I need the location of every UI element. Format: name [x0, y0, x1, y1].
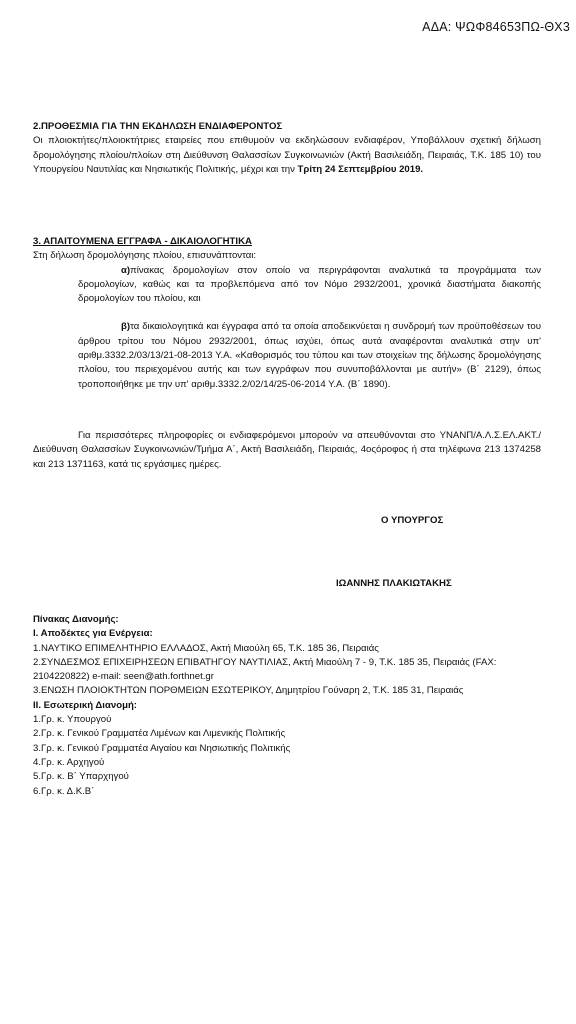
- internal-distribution-item: 5.Γρ. κ. Β΄ Υπαρχηγού: [33, 771, 129, 783]
- section2-paragraph: [33, 134, 541, 177]
- item-b-text: τα δικαιολογητικά και έγγραφα από τα οποία αποδεικνύεται η συνδρομή των προϋποθέσεων του άρθρου τρίτου του Νόμου 2932/2001, όπως ισχύει, όπως αυτά αναφέρονται αναλυτικά στην υπ' αριθμ.3332.2/03/13/21-08-2013 Υ.Α. «Καθορισμός του τύπου και των στοιχείων της δήλωσης δρομολόγησης πλοίου, του περιεχομένου αυτής και των εγγράφων που συνυποβάλλονται με αυτήν» (Β΄ 2129), όπως τροποποιήθηκε με την υπ' αριθμ.3332.2/02/14/25-06-2014 Υ.Α. (Β΄ 1890).: [78, 321, 541, 390]
- item-a-text: πίνακας δρομολογίων στον οποίο να περιγράφονται αναλυτικά τα προγράμματα των δρομολογίων, καθώς και τα προβλεπόμενα από τον Νόμο 2932/2001, χρονικά διαστήματα διακοπής δρομολογίων του πλοίου, και: [78, 264, 541, 305]
- section2-deadline: Τρίτη 24 Σεπτεμβρίου 2019.: [297, 163, 424, 175]
- internal-distribution-item: 1.Γρ. κ. Υπουργού: [33, 714, 112, 726]
- section-documents: [33, 235, 541, 392]
- section3-heading: 3. ΑΠΑΙΤΟΥΜΕΝΑ ΕΓΓΡΑΦΑ - ΔΙΚΑΙΟΛΟΓΗΤΙΚΑ: [33, 236, 252, 247]
- item-a-label: α): [121, 264, 131, 276]
- section3-intro: Στη δήλωση δρομολόγησης πλοίου, επισυνάπτονται:: [33, 250, 257, 262]
- item-b-label: β): [121, 321, 131, 333]
- info-paragraph: Για περισσότερες πληροφορίες οι ενδιαφερόμενοι μπορούν να απευθύνονται στο ΥΝΑΝΠ/Α.Λ.Σ.ΕΛ.ΑΚΤ./Διεύθυνση Θαλασσίων Συγκοινωνιών/Τμήμα Α΄, Ακτή Βασιλειάδη, Πειραιάς, 4οςόροφος ή στα τηλέφωνα 213 1374258 και 213 1371163, κατά τις εργάσιμες ημέρες.: [33, 430, 541, 470]
- section-info: [33, 429, 541, 472]
- internal-distribution-item: 2.Γρ. κ. Γενικού Γραμματέα Λιμένων και Λιμενικής Πολιτικής: [33, 728, 286, 740]
- distribution-list: [33, 613, 541, 799]
- section2-text: Οι πλοιοκτήτες/πλοιοκτήτριες εταιρείες που επιθυμούν να εκδηλώσουν ενδιαφέρον, Υποβάλλουν σχετική δήλωση δρομολόγησης πλοίου/πλοίων στη Διεύθυνση Θαλασσίων Συγκοινωνιών (Ακτή Βασιλειάδη, Πειραιάς, Τ.Κ. 185 10) του Υπουργείου Ναυτιλίας και Νησιωτικής Πολιτικής, μέχρι και την: [33, 135, 541, 175]
- section-deadline: [33, 120, 541, 177]
- action-recipient-item: 2.ΣΥΝΔΕΣΜΟΣ ΕΠΙΧΕΙΡΗΣΕΩΝ ΕΠΙΒΑΤΗΓΟΥ ΝΑΥΤΙΛΙΑΣ, Ακτή Μιαούλη 7 - 9, Τ.Κ. 185 35, Πειραιάς (FAX: 2104220822) e-mail: seen@ath.forthnet.gr: [33, 656, 497, 683]
- internal-distribution-item: 3.Γρ. κ. Γενικού Γραμματέα Αιγαίου και Νησιωτικής Πολιτικής: [33, 742, 291, 754]
- section3-item-a: [33, 264, 541, 307]
- action-recipient-item: 3.ΕΝΩΣΗ ΠΛΟΙΟΚΤΗΤΩΝ ΠΟΡΘΜΕΙΩΝ ΕΣΩΤΕΡΙΚΟΥ, Δημητρίου Γούναρη 2, Τ.Κ. 185 31, Πειραιάς: [33, 685, 464, 697]
- internal-distribution-item: 6.Γρ. κ. Δ.Κ.Β΄: [33, 785, 95, 797]
- internal-distribution-item: 4.Γρ. κ. Αρχηγού: [33, 756, 105, 768]
- signature-name: ΙΩΑΝΝΗΣ ΠΛΑΚΙΩΤΑΚΗΣ: [336, 578, 452, 589]
- signature-title: Ο ΥΠΟΥΡΓΟΣ: [381, 515, 444, 526]
- distribution-heading: Πίνακας Διανομής:: [33, 614, 119, 625]
- section2-heading: 2.ΠΡΟΘΕΣΜΙΑ ΓΙΑ ΤΗΝ ΕΚΔΗΛΩΣΗ ΕΝΔΙΑΦΕΡΟΝΤΟΣ: [33, 121, 283, 132]
- section3-item-b: [33, 320, 541, 391]
- ada-code: ΑΔΑ: ΨΩΦ84653ΠΩ-ΘΧ3: [422, 20, 570, 34]
- action-recipient-item: 1.ΝΑΥΤΙΚΟ ΕΠΙΜΕΛΗΤΗΡΙΟ ΕΛΛΑΔΟΣ, Ακτή Μιαούλη 65, Τ.Κ. 185 36, Πειραιάς: [33, 642, 379, 654]
- action-recipients-heading: Ι. Αποδέκτες για Ενέργεια:: [33, 628, 153, 640]
- internal-distribution-heading: ΙΙ. Εσωτερική Διανομή:: [33, 699, 137, 711]
